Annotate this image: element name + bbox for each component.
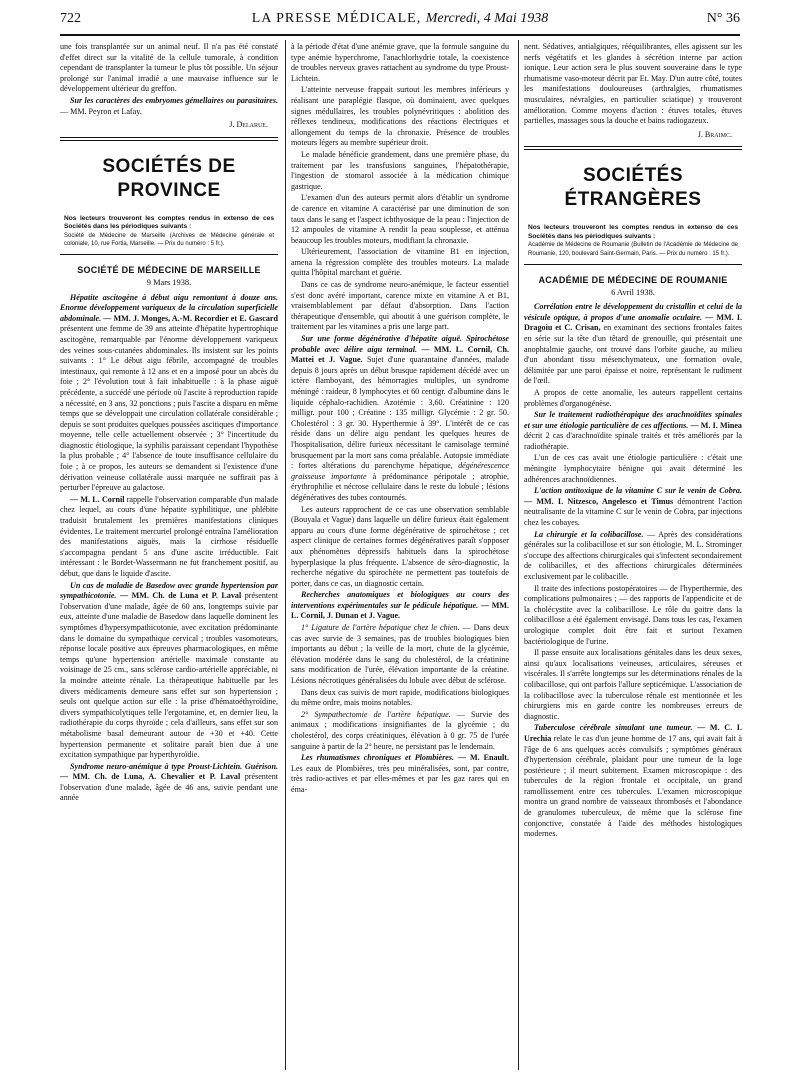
communication-title: Les rhumatismes chroniques et Plombières.: [301, 753, 455, 763]
issue-number: N° 36: [706, 11, 740, 26]
communication: [291, 753, 509, 795]
issue-date: Mercredi, 4 Mai 1938: [425, 11, 549, 26]
signature: J. Braimc.: [697, 129, 732, 139]
communication-text: présentent une femme de 39 ans atteinte d'hépatite hypertrophique ascitogène, remarquable par l'énorme développement variqueux des veines sous-cutanées abdominales. Ils insistent sur les points suivants : 1° Le début aigu fébrile, accompagné de troubles intestinaux, qui remonte à 12 ans et en a imposé pour un abcès du foie ; 2° l'évolution tout à fait inhabituelle : à la phase aiguë précédente, a succédé une période où l'ascite à reproduction rapide a nécessité, en 3 ans, 32 ponctions ; puis l'ascite a disparu en même temps que se développait une circulation collatérale considérable ; depuis se sont produites quelques poussées ascitiques d'importance moyenne, telle celle actuellement observée ; 3° l'incertitude du diagnostic étiologique, la syphilis paraissant cependant l'hypothèse la plus probable ; 4° l'absence de toute insuffisance cellulaire du foie ; à ce propos, les auteurs se demandent si l'existence d'une dérivation veineuse collatérale aussi marquée ne suffirait pas à perturber l'épreuve au galactose.: [60, 324, 278, 493]
communication-text: Les eaux de Plombières, très peu minéralisées, sont, par contre, très radio-actives et par elles-mêmes et par les gaz rares qui en éma-: [291, 763, 509, 794]
editorial-note: [64, 215, 274, 249]
journal-title: [60, 11, 740, 27]
paragraph: nent. Sédatives, antialgiques, rééquilibrantes, elles agissent sur les nerfs végétatifs et les glandes à sécrétion interne par action ionique. Leur action sera le plus souvent souveraine dans le type rhumatisme vaso-moteur décrit par Et. May. D'un autre côté, toutes les manifestations douloureuses (arthralgies, rhumatismes musculaires, névralgies, en particulier sciatique) y trouveront amélioration. Comme moyens d'action : étuves totales, étuves partielles, massages sous la douche et bains radiogazeux.: [524, 42, 742, 126]
column-1: [60, 42, 278, 805]
column-divider: [518, 40, 519, 1070]
communication-authors: — MM. Ch. de Luna, A. Chevalier et P. Laval: [60, 772, 241, 782]
paragraph: L'examen d'un des auteurs permit alors d'établir un syndrome de carence en vitamine A caractérisé par une diminution de son taux dans le sang et l'aspect ichthyosique de la peau : l'injection de 12 ampoules de vitamine A rendit la peau souplesse, et atténua beaucoup les troubles moteurs, modifiant la chronaxie.: [291, 193, 509, 245]
paragraph: L'un de ces cas avait une étiologie particulière : c'était une méningite lymphocytaire bénigne qui avait déterminé les adhérences arachnoïdiennes.: [524, 453, 742, 484]
note-intro: Nos lecteurs trouveront les comptes rendus in extenso de ces Sociétés dans les périodiques suivants :: [528, 224, 738, 240]
paragraph: [291, 710, 509, 752]
communication: [60, 293, 278, 494]
section-heading: SOCIÉTÉS DE PROVINCE: [102, 155, 236, 201]
paragraph: Les auteurs rapprochent de ce cas une observation semblable (Bouyala et Vague) dans laquelle un délire furieux était également apparu au cours d'une forme dégénérative de spirochétose ; cet aspect clinique de certaines formes dégénératives paraît s'opposer aux phénomènes dépressifs habituels dans la spirochétose hyperplasique la plus fréquente. L'absence de séro-diagnostic, la recherche négative du spirochète ne permettent pas toutefois de porter, dans ce cas, un diagnostic certain.: [291, 504, 509, 588]
communication-title: La chirurgie et la colibacillose.: [534, 529, 644, 539]
communication: [60, 581, 278, 761]
communication-title: Sur les caractères des embryomes gémellaires ou parasitaires.: [70, 95, 278, 105]
communication-authors: — M. C. I. Urechia: [524, 723, 742, 743]
column-3: [524, 42, 742, 841]
paragraph: une fois transplantée sur un animal neuf. Il n'a pas été constaté d'effet direct sur la vitalité de la cellule tumorale, à condition cependant de transplanter la tumeur le plus tôt possible. Un séjour prolongé sur l'animal irradié a une mauvaise influence sur le développement ultérieur du greffon.: [60, 42, 278, 94]
communication-authors: — M. L. Cornil: [70, 494, 125, 504]
divider: [60, 254, 278, 255]
communication: [60, 762, 278, 804]
society-name: SOCIÉTÉ DE MÉDECINE DE MARSEILLE: [77, 265, 261, 276]
subheading: 2° Sympathectomie de l'artère hépatique.: [301, 709, 451, 719]
communication-text: décrit 2 cas d'arachnoïdite spinale traités et très améliorés par la radiothérapie.: [524, 431, 742, 451]
communication-text: Sujet d'une quarantaine d'années, malade depuis 8 jours après un début brusque rapidement décédé avec un ictère flamboyant, des hémorragies multiples, un syndrome méningé : raideur, 8 lymphocytes et 60 centigr. d'albumine dans le liquide céphalo-rachidien. Azotémie : 3,60. Créatinine : 120 milligr. pour 100 ; Créatine : 135 milligr. Glycémie : 2 gr. 50. Cholestérol : 3 gr. 30. Hyperthermie à 39°. L'intérêt de ce cas réside dans un délire aigu pendant les quelques heures de l'hospitalisation, délire furieux nécessitant le camisolage terminé brusquement par la mort sans coma préalable. Autopsie immédiate : fortes altérations du parenchyme hépatique,: [291, 355, 510, 471]
session-date: 6 Avril 1938.: [611, 287, 655, 297]
communication: [291, 334, 509, 504]
communication-authors: — MM. L. Cornil, J. Dunan et J. Vague.: [291, 600, 509, 621]
communication-text: — Survie des animaux ; modifications insignifiantes de la glycémie ; du cholestérol, des corps créatiniques, élévation à 0 gr. 75 de l'urée sanguine à partir de la 2° heure, ne persistant pas le lendemain.: [291, 709, 509, 751]
paragraph: Il traite des infections postopératoires — de l'hyperthermie, des complications pulmonaires ; — des rapports de l'appendicite et de la cholécystite avec la colibacillose. Le rôle du goitre dans la colibacillose a été également envisagé. Dans tous les cas, l'examen urologique complet doit être fait et surtout l'examen bactériologique de l'urine.: [524, 583, 742, 646]
communication-text: à prédominance péripotale ; atrophie, érythrophilie et nécrose cellulaire dans le reste du lobule ; lésions dégénératives des tubes contournés.: [291, 471, 509, 502]
header-rule: [60, 34, 740, 36]
communication-title: Tuberculose cérébrale simulant une tumeur.: [534, 723, 693, 733]
communication: [524, 486, 742, 528]
paragraph: Dans ce cas de syndrome neuro-anémique, le facteur essentiel s'est donc avéré important, carence mixte en vitamine A et B1, vraisemblablement par défaut d'absorption. Dans l'action thérapeutique d'ensemble, qui aboutit à une guérison complète, le traitement par les vitamines a pris une large part.: [291, 280, 509, 332]
subheading: 1° Ligature de l'artère hépatique chez le chien.: [301, 623, 460, 633]
communication-authors: — MM. Peyron et Lafay.: [60, 106, 142, 116]
communication-title: Corrélation entre le développement du cristallin et celui de la vésicule optique, à propos d'une anomalie oculaire.: [524, 302, 742, 322]
communication-authors: — MM. J. Monges, A.-M. Recordier et E. Gascard: [101, 313, 278, 323]
signature: J. Delarue.: [229, 120, 268, 130]
communication-text: relate le cas d'un jeune homme de 17 ans, qui avait fait à l'âge de 6 ans quelques accès convulsifs ; symptômes généraux d'hypertension cérébrale, plaidant pour une tumeur de la loge postérieure ; il meurt subitement. Examen microscopique : des tubercules de la région frontale et occipitale, un grand ramollissement entre ces tubercules. L'examen microscopique montra un grand nombre de vaisseaux thrombosés et l'abondance de granulomes tuberculeux, de même que la sclérose fine conjonctive, constatée à l'aide des méthodes histologiques modernes.: [524, 733, 742, 839]
paragraph: A propos de cette anomalie, les auteurs rappellent certains problèmes d'organogénèse.: [524, 387, 742, 408]
communication-text: — Après des considérations générales sur la colibacillose et sur son étiologie, M. L. Strominger s'occupe des affections chirurgicales qui s'infectent secondairement de colibacilles, et des affections chirurgicales déterminées exclusivement par le colibacille.: [524, 529, 742, 581]
note-periodicals: Académie de Médecine de Roumanie (Bulletin de l'Académie de Médecine de Roumanie, 120, boulevard Saint-Germain, Paris. — Prix du numéro : 15 fr.).: [528, 242, 738, 257]
paragraph: à la période d'état d'une anémie grave, que la formule sanguine du type anémie hyperchrome, l'anachlorhydrie totale, la coexistence de troubles nerveux graves rattachent au syndrome du type Proust-Lichtein.: [291, 42, 509, 83]
communication-authors: — MM. L. Cornil, Ch. Mattei et J. Vague.: [291, 344, 509, 365]
communication-authors: — M. I. Minea: [688, 420, 742, 430]
communication: [524, 723, 742, 840]
session-date: 9 Mars 1938.: [146, 277, 192, 287]
paragraph: [291, 623, 509, 687]
communication-title: Sur le traitement radiothérapique des arachnoïdites spinales et sur une étiologie particulière de ces affections.: [524, 410, 742, 430]
section-rule: [60, 137, 278, 141]
communication: [291, 590, 509, 622]
section-rule: [524, 146, 742, 150]
communication-text: rappelle l'observation comparable d'un malade chez lequel, au cours d'une hépatite syphilitique, une phlébite traduisit brutalement les premières manifestations cliniques évidentes. Le traitement mercuriel prolongé entraîna l'amélioration des manifestations aiguës, mais la cirrhose résiduelle s'accompagna pendant 5 ans d'une ascite irréductible. Fait intéressant : le Bordet-Wassermann ne fut franchement positif, au début, que dans le liquide d'ascite.: [60, 494, 279, 578]
communication-authors: — MM. Ch. de Luna et P. Laval: [116, 591, 242, 601]
communication-authors: — MM. I. Nitzesco, Angelesco et Timus: [524, 496, 674, 506]
paragraph: Dans deux cas suivis de mort rapide, modifications biologiques du même ordre, mais moins notables.: [291, 687, 509, 708]
paragraph: L'atteinte nerveuse frappait surtout les membres inférieurs y réalisant une paraplégie flasque, où dominaient, avec quelques signes médullaires, les troubles polynévritiques : abolition des réflexes tendineux, modifications des réactions électriques et allongement du temps de la chronaxie. Présence de troubles moteurs légers au membre supérieur droit.: [291, 85, 509, 148]
communication-text: en examinant des sections frontales faites en série sur la tête d'un têtard de grenouille, qui présentait une anophtalmie gauche, ont trouvé dans l'orbite gauche, au milieu d'un abondant tissu mésenchymateux, une formation ovale, délimitée par une paroi épaisse et noire, représentant le rudiment de l'œil.: [524, 323, 742, 386]
communication-title: L'action antitoxique de la vitamine C sur le venin de Cobra.: [534, 486, 742, 496]
communication-text: — Dans deux cas avec survie de 3 semaines, pas de troubles biologiques bien importants au début ; la veille de la mort, chute de la glycémie, élévation modérée dans le sang du cholestérol, de la créatinine sans modification de l'urée, élévation importante de la créatine. Lésions nécrotiques généralisées du lobule avec début de sclérose.: [291, 623, 510, 686]
column-2: [291, 42, 509, 797]
emphasis: dégénérescence graisseuse importante: [291, 461, 509, 481]
note-periodicals: Société de Médecine de Marseille (Archives de Médecine générale et coloniale, 10, rue Fortia, Marseille. — Prix du numéro : 5 fr.).: [64, 232, 274, 247]
communication: [60, 96, 278, 117]
communication-title: Syndrome neuro-anémique à type Proust-Lichtein. Guérison.: [70, 761, 278, 771]
communication-title: Sur une forme dégénérative d'hépatite aiguë. Spirochétose probable avec délire aigu terminal.: [291, 334, 509, 354]
communication: [524, 530, 742, 583]
communication-authors: — M. Enault.: [454, 753, 509, 763]
divider: [524, 264, 742, 265]
communication-title: Recherches anatomiques et biologiques au cours des interventions expérimentales sur le pédicule hépatique.: [291, 590, 509, 610]
journal-name: LA PRESSE MÉDICALE,: [251, 11, 422, 26]
communication-text: démontrent l'action neutralisante de la vitamine C sur le venin de Cobra, par injections chez les cobayes.: [524, 496, 742, 528]
paragraph: [60, 495, 278, 580]
editorial-note: [528, 224, 738, 258]
page-number: 722: [60, 11, 81, 26]
communication: [524, 302, 742, 387]
communication-title: Un cas de maladie de Basedow avec grande hypertension par sympathicotonie.: [60, 580, 278, 601]
paragraph: Il passe ensuite aux localisations génitales dans les deux sexes, ainsi qu'aux localisations veineuses, articulaires, séreuses et viscérales. Il s'arrête longtemps sur les déterminations rénales de la colibacillose, qui ont parfois l'allure septicémique. L'association de la colibacillose avec la tuberculose rénale est mentionnée et les chirurgiens mis en garde contre les nombreuses erreurs de diagnostic.: [524, 648, 742, 721]
paragraph: Le malade bénéficie grandement, dans une première phase, du traitement par les transfusions sanguines, l'hépatothérapie, l'ingestion de stomarol associée à la médication chimique gastrique.: [291, 149, 509, 191]
note-intro: Nos lecteurs trouveront les comptes rendus in extenso de ces Sociétés dans les périodiques suivants :: [64, 214, 274, 231]
paragraph: Ultérieurement, l'association de vitamine B1 en injection, amena la régression complète des troubles moteurs. La malade quitta l'hôpital marchant et guérie.: [291, 247, 509, 278]
communication-text: présentent l'observation d'une malade, âgée de 46 ans, suivie pendant une année: [60, 772, 278, 803]
society-name: ACADÉMIE DE MÉDECINE DE ROUMANIE: [538, 274, 728, 285]
communication: [524, 410, 742, 452]
section-heading: SOCIÉTÉS ÉTRANGÈRES: [564, 165, 702, 211]
communication-title: Hépatite ascitogène à début aigu remontant à douze ans. Enorme développement variqueux de la circulation superficielle abdominale.: [60, 292, 278, 323]
communication-authors: — MM. I. Dragoiu et C. Crisan,: [524, 312, 742, 333]
column-divider: [285, 40, 286, 1070]
communication-text: présentent l'observation d'une malade, âgée de 60 ans, longtemps suivie par eux, atteinte d'une maladie de Basedow dans laquelle dominent les symptômes d'hypersympathicotonie, avec excitation prédominante dans le domaine du sympathique cervical ; troubles vasomoteurs, réponse locale positive aux épreuves pharmacologiques, en même temps qu'une hypertension artérielle maximale constante au voisinage de 25 cm., sans sclérose cardio-artérielle appréciable, ni la moindre atteinte rénale. La thérapeutique habituelle par les divers médicaments demeure sans effet sur son hypertension ; seuls ont quelque action sur elle : la prise d'hématoéthyroïdine, divers sympathicolytiques telle l'ergotamine, et, en dernier lieu, la radiothérapie du corps thyroïde ; cela d'ailleurs, sans effet sur son métabolisme basal demeurant autour de +30 et +40. Cette hypertension permanente et solitaire paraît bien due à une excitation sympathique par hyperthyroïdie.: [60, 591, 279, 760]
running-header: [60, 8, 740, 28]
